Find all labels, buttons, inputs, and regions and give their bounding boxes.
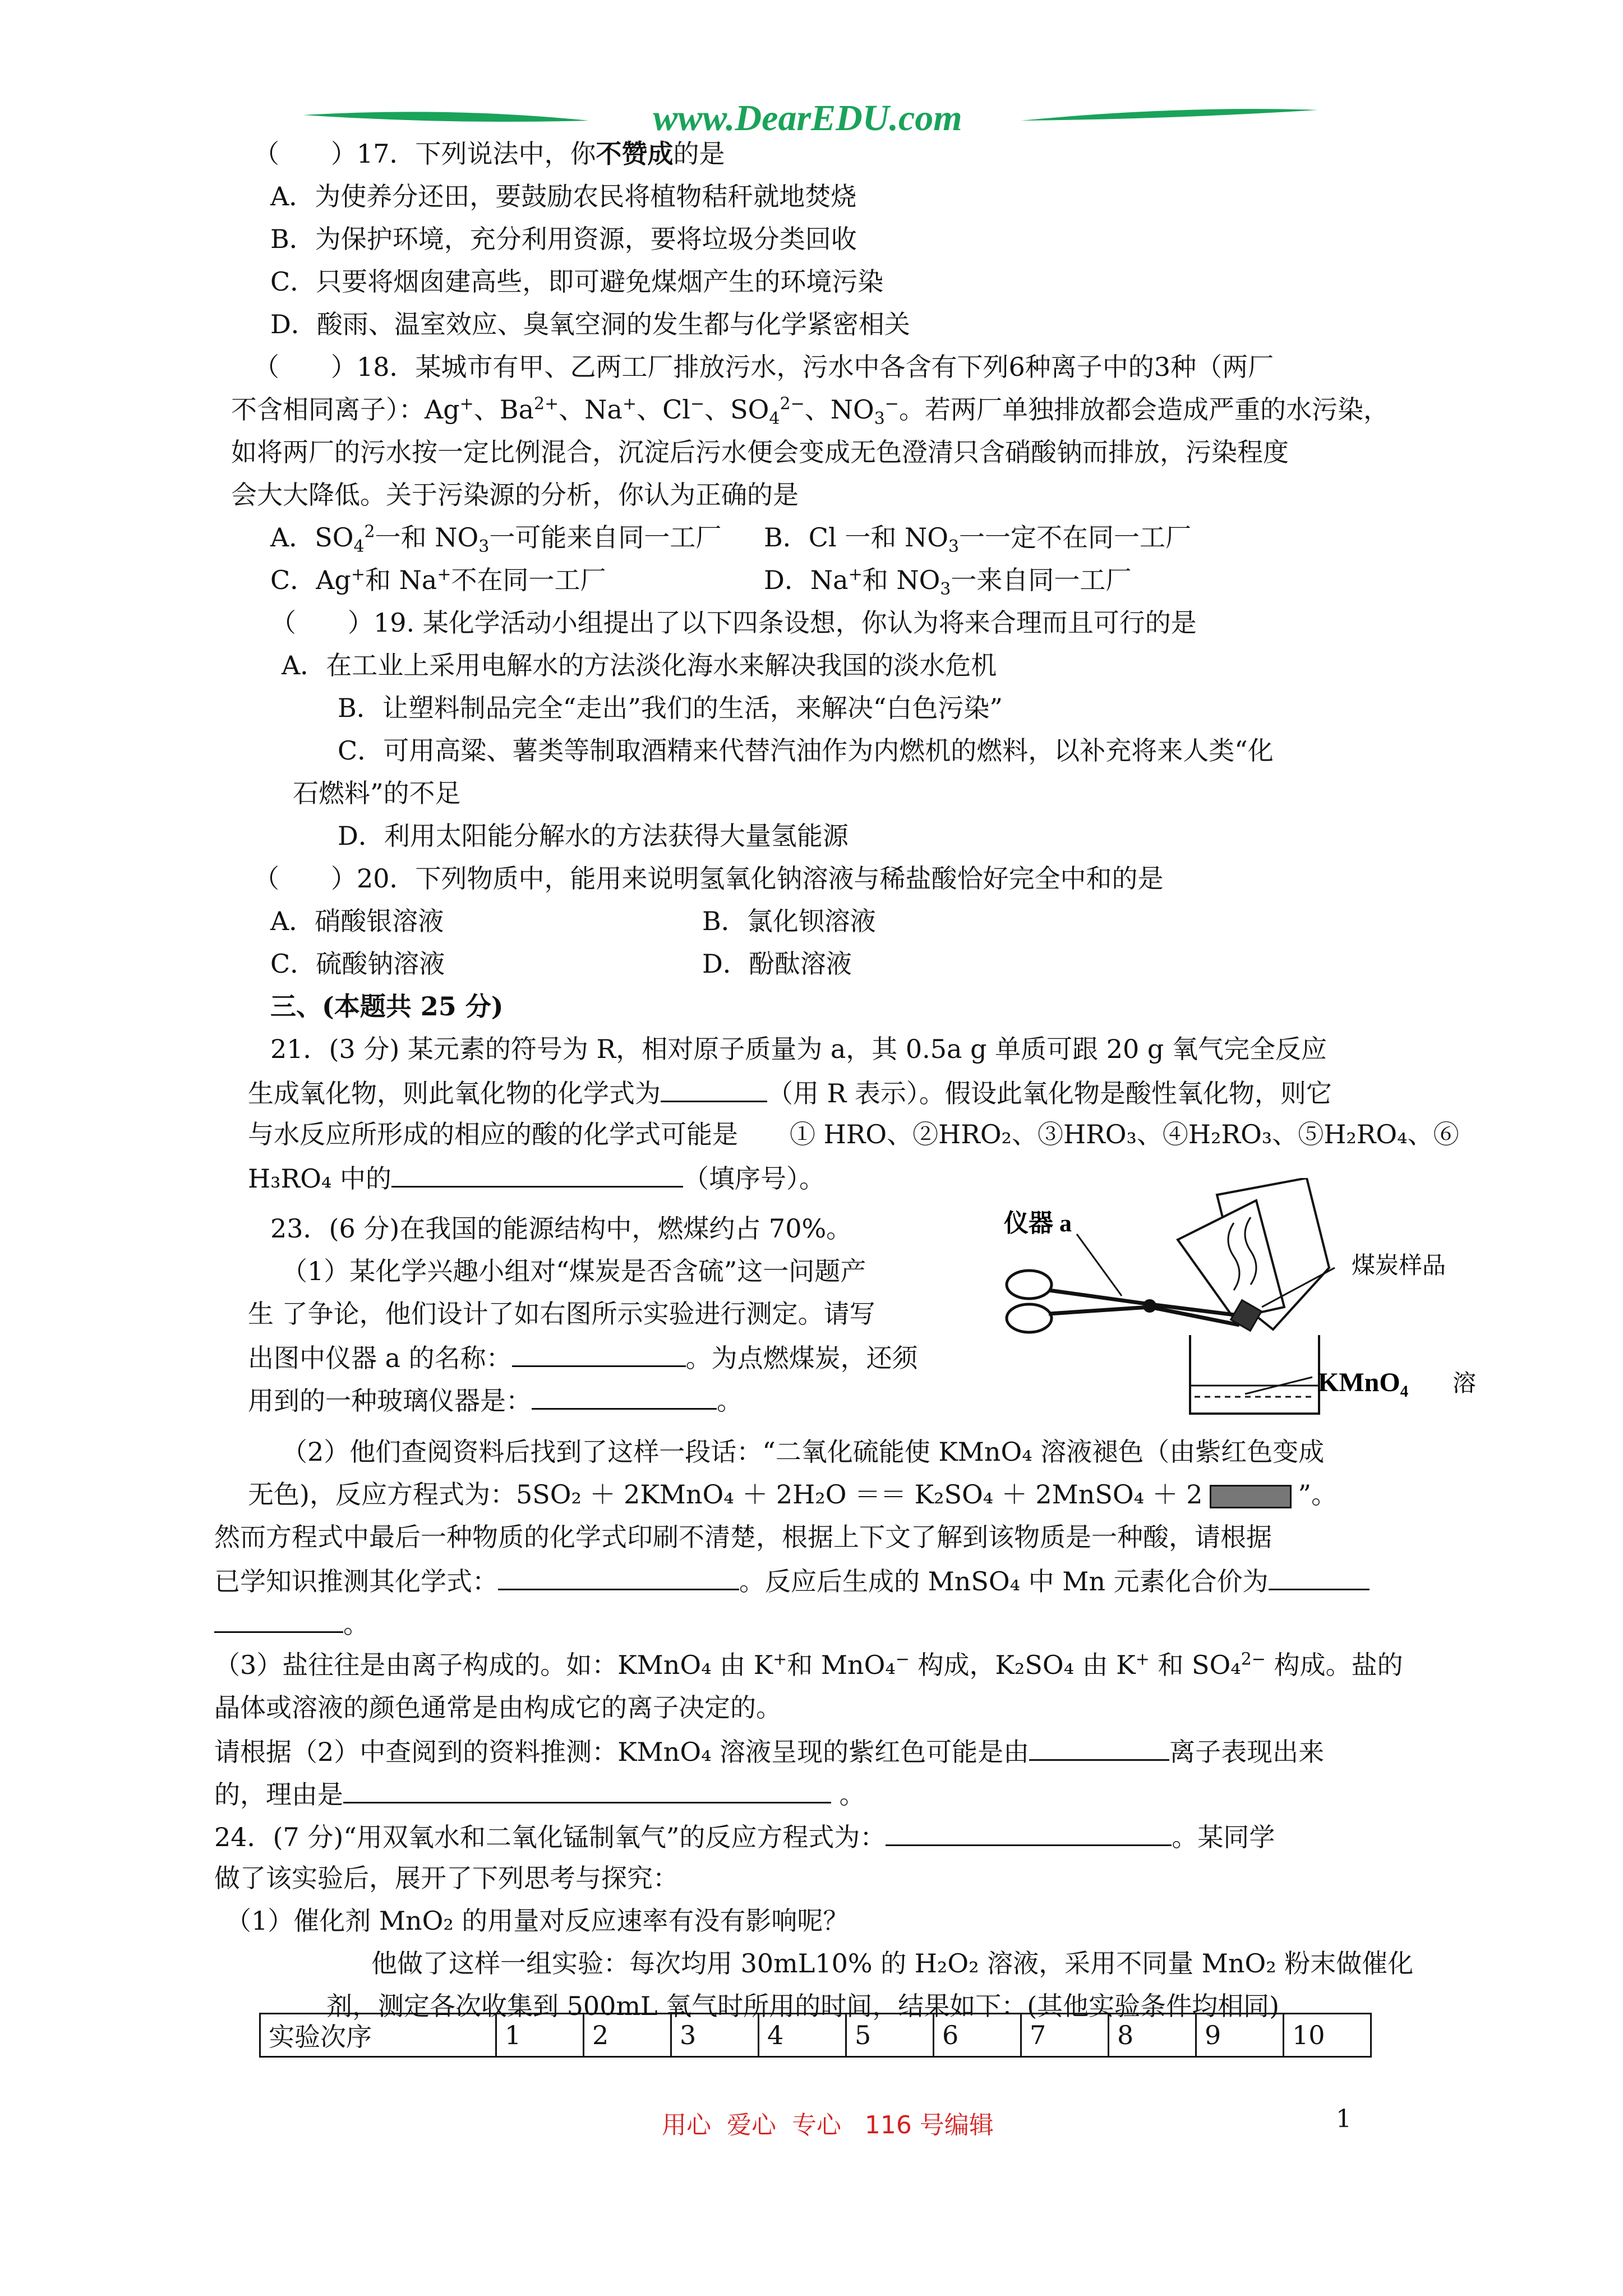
q18-stem-line-2: 不含相同离子）：Ag+、$Ba^{2+}$、Na+、Cl−、$SO_4^{2-}$、$NO_3^-$。若两厂单独排放都会造成严重的水污染， bbox=[231, 394, 1389, 429]
q18-stem-line-1: （ ）18．某城市有甲、乙两工厂排放污水，污水中各含有下列6种离子中的3种（两厂 bbox=[253, 352, 1274, 382]
footer-text: 用心 爱心 专心 116 号编辑 bbox=[662, 2111, 994, 2139]
q23-blank-glassware[interactable] bbox=[532, 1382, 717, 1410]
table-cell: 8 bbox=[1109, 2014, 1196, 2057]
tongs-arm bbox=[1049, 1307, 1239, 1325]
page-number: 1 bbox=[1336, 2105, 1352, 2133]
experiment-table bbox=[259, 2013, 1372, 2058]
banner-swoosh-right bbox=[1021, 109, 1318, 121]
q23-line-9: 已学知识推测其化学式： 。反应后生成的 MnSO₄ 中 Mn 元素化合价为 bbox=[214, 1563, 1370, 1598]
q19-option-d: D．利用太阳能分解水的方法获得大量氢能源 bbox=[338, 821, 849, 851]
q23-line-4: 出图中仪器 a 的名称： 。为点燃煤炭，还须 bbox=[248, 1340, 918, 1375]
q23-blank-ion[interactable] bbox=[1029, 1733, 1169, 1761]
q24-line-2: 做了该实验后，展开了下列思考与探究： bbox=[214, 1863, 679, 1893]
q20-stem: （ ）20．下列物质中，能用来说明氢氧化钠溶液与稀盐酸恰好完全中和的是 bbox=[253, 863, 1164, 894]
beaker-icon bbox=[1190, 1335, 1319, 1414]
q23-line-14: 的，理由是 。 bbox=[214, 1776, 865, 1811]
label-kmno4: KMnO₄ bbox=[1318, 1368, 1409, 1397]
q21-blank-2[interactable] bbox=[391, 1160, 683, 1188]
label-instrument-a: 仪器 a bbox=[1004, 1209, 1072, 1237]
table-cell: 6 bbox=[934, 2014, 1021, 2057]
table-cell: 7 bbox=[1021, 2014, 1109, 2057]
q23-line-13: 请根据（2）中查阅到的资料推测：KMnO₄ 溶液呈现的紫红色可能是由 离子表现出来 bbox=[214, 1733, 1324, 1769]
q23-line-11: （3）盐往往是由离子构成的。如：KMnO₄ 由 K+和 MnO₄− 构成，K₂SO₄ 由 K+ 和 SO₄$^{2-}$ 构成。盐的 bbox=[214, 1649, 1403, 1680]
q18-option-b: B．Cl 一和 $NO_3$一一定不在同一工厂 bbox=[764, 522, 1192, 557]
q24-line-5: 剂，测定各次收集到 500mL 氧气时所用的时间，结果如下：(其他实验条件均相同) bbox=[326, 1991, 1280, 2021]
q23-line-10: 。 bbox=[214, 1605, 369, 1641]
q24-blank-equation[interactable] bbox=[886, 1819, 1172, 1846]
banner-swoosh-left bbox=[303, 112, 589, 122]
label-solution: 溶 bbox=[1453, 1369, 1477, 1397]
q23-line-2: （1）某化学兴趣小组对“煤炭是否含硫”这一问题产 bbox=[282, 1256, 866, 1286]
q23-blank-instrument[interactable] bbox=[512, 1340, 686, 1367]
q17-stem: （ ）17．下列说法中，你不赞成的是 bbox=[253, 139, 725, 169]
table-cell: 9 bbox=[1196, 2014, 1284, 2057]
site-name: www.DearEDU.com bbox=[653, 98, 962, 135]
table-cell: 5 bbox=[846, 2014, 934, 2057]
q23-line-1: 23．(6 分)在我国的能源结构中，燃煤约占 70%。 bbox=[270, 1213, 852, 1244]
q19-option-c-line-2: 石燃料”的不足 bbox=[293, 778, 461, 808]
q19-option-a: A．在工业上采用电解水的方法淡化海水来解决我国的淡水危机 bbox=[282, 650, 997, 680]
apparatus-diagram bbox=[993, 1178, 1553, 1425]
q17-option-b: B．为保护环境，充分利用资源，要将垃圾分类回收 bbox=[270, 224, 857, 254]
q21-line-1: 21．(3 分) 某元素的符号为 R，相对原子质量为 a，其 0.5a g 单质可跟 20 g 氧气完全反应 bbox=[270, 1034, 1327, 1064]
table-cell: 10 bbox=[1284, 2014, 1371, 2057]
table-cell: 4 bbox=[759, 2014, 846, 2057]
label-coal-sample: 煤炭样品 bbox=[1352, 1251, 1446, 1279]
q20-option-a: A．硝酸银溶液 bbox=[270, 906, 444, 936]
q17-option-a: A．为使养分还田，要鼓励农民将植物秸秆就地焚烧 bbox=[270, 181, 857, 211]
pointer-line bbox=[1077, 1234, 1122, 1296]
q23-blank-formula[interactable] bbox=[498, 1563, 739, 1590]
q17-option-d: D．酸雨、温室效应、臭氧空洞的发生都与化学紧密相关 bbox=[270, 309, 910, 339]
section-heading: 三、(本题共 25 分) bbox=[270, 991, 504, 1022]
q18-option-a: A．$SO_4^2$一和 $NO_3$一可能来自同一工厂 bbox=[270, 522, 722, 557]
q23-line-3: 生 了争论，他们设计了如右图所示实验进行测定。请写 bbox=[248, 1299, 875, 1329]
tongs-handle-icon bbox=[1007, 1304, 1052, 1332]
q21-line-2: 生成氧化物，则此氧化物的化学式为 （用 R 表示）。假设此氧化物是酸性氧化物，则它 bbox=[248, 1075, 1332, 1110]
q18-stem-line-3: 如将两厂的污水按一定比例混合，沉淀后污水便会变成无色澄清只含硝酸钠而排放，污染程度 bbox=[231, 437, 1289, 467]
q17-option-c: C．只要将烟囱建高些，即可避免煤烟产生的环境污染 bbox=[270, 266, 884, 297]
q23-blank-reason[interactable] bbox=[343, 1776, 831, 1803]
q24-line-4: 他做了这样一组实验：每次均用 30mL10% 的 H₂O₂ 溶液，采用不同量 MnO₂ 粉末做催化 bbox=[371, 1948, 1414, 1978]
table-cell: 2 bbox=[584, 2014, 671, 2057]
table-header-cell: 实验次序 bbox=[260, 2014, 496, 2057]
table-cell: 1 bbox=[496, 2014, 584, 2057]
q20-option-b: B．氯化钡溶液 bbox=[702, 906, 876, 936]
q23-blank-valence[interactable] bbox=[1269, 1563, 1370, 1590]
q20-option-c: C．硫酸钠溶液 bbox=[270, 949, 445, 979]
q23-line-12: 晶体或溶液的颜色通常是由构成它的离子决定的。 bbox=[214, 1692, 782, 1723]
tongs-pivot bbox=[1143, 1299, 1156, 1313]
table-row bbox=[260, 2014, 1371, 2057]
smudged-formula bbox=[1210, 1485, 1292, 1508]
site-banner bbox=[0, 0, 1623, 135]
tongs-handle-icon bbox=[1007, 1271, 1052, 1299]
q18-option-d: D．Na+和 $NO_3$一来自同一工厂 bbox=[764, 564, 1132, 600]
q23-blank-valence-cont[interactable] bbox=[214, 1605, 343, 1633]
q19-option-b: B．让塑料制品完全“走出”我们的生活，来解决“白色污染” bbox=[338, 693, 1003, 723]
q21-blank-1[interactable] bbox=[661, 1075, 767, 1102]
q18-option-c: C．Ag+和 Na+不在同一工厂 bbox=[270, 564, 606, 595]
q21-line-4: H₃RO₄ 中的 （填序号）。 bbox=[248, 1160, 825, 1195]
q23-line-8: 然而方程式中最后一种物质的化学式印刷不清楚，根据上下文了解到该物质是一种酸，请根据 bbox=[214, 1522, 1272, 1552]
q24-line-3: （1）催化剂 MnO₂ 的用量对反应速率有没有影响呢？ bbox=[225, 1906, 849, 1936]
table-cell: 3 bbox=[671, 2014, 759, 2057]
q21-line-3: 与水反应所形成的相应的酸的化学式可能是 ① HRO、②HRO₂、③HRO₃、④H₂RO₃、⑤H₂RO₄、⑥ bbox=[248, 1119, 1459, 1149]
q23-line-7: 无色)，反应方程式为：5SO₂ ＋ 2KMnO₄ ＋ 2H₂O ＝＝ K₂SO₄ ＋ 2MnSO₄ ＋ 2 ”。 bbox=[248, 1479, 1338, 1510]
q24-line-1: 24．(7 分)“用双氧水和二氧化锰制氧气”的反应方程式为： 。某同学 bbox=[214, 1819, 1275, 1854]
q19-option-c-line-1: C．可用高粱、薯类等制取酒精来代替汽油作为内燃机的燃料，以补充将来人类“化 bbox=[338, 735, 1274, 766]
q23-line-5: 用到的一种玻璃仪器是： 。 bbox=[248, 1382, 743, 1418]
q20-option-d: D．酚酞溶液 bbox=[702, 949, 852, 979]
q19-stem: （ ）19. 某化学活动小组提出了以下四条设想，你认为将来合理而且可行的是 bbox=[270, 608, 1197, 638]
q18-stem-line-4: 会大大降低。关于污染源的分析，你认为正确的是 bbox=[231, 480, 799, 510]
q23-line-6: （2）他们查阅资料后找到了这样一段话：“二氧化硫能使 KMnO₄ 溶液褪色（由紫红色变成 bbox=[282, 1437, 1325, 1467]
